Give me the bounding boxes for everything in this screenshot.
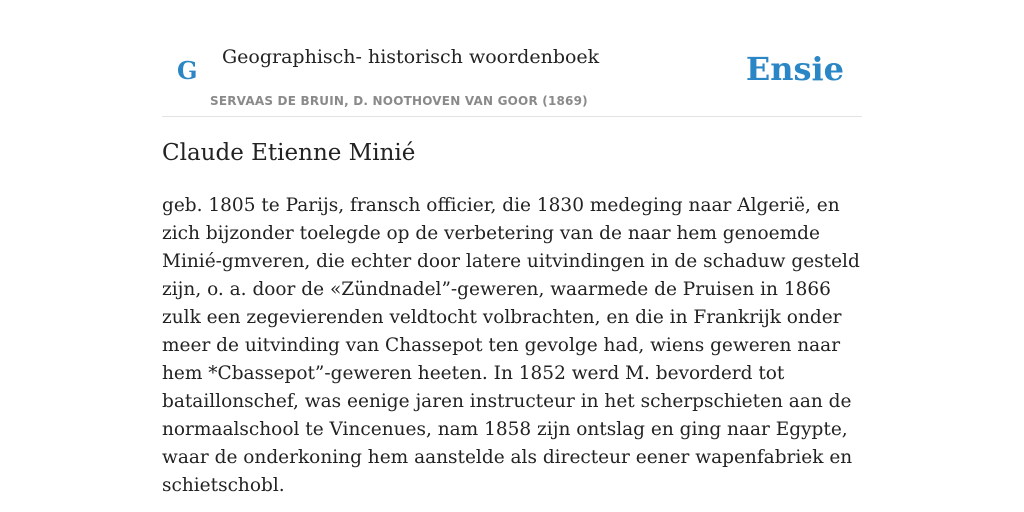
entry-body: geb. 1805 te Parijs, fransch officier, die 1830 medeging naar Algerië, en zich bijzonder toelegde op de verbetering van de naar hem genoemde Minié-gmveren, die echter door latere uitvindingen in de schaduw gesteld zijn, o. a. door de «Zündnadel”-geweren, waarmede de Pruisen in 1866 zulk een zegevierenden veldtocht volbrachten, en die in Frankrijk onder meer de uitvinding van Chassepot ten gevolge had, wiens geweren naar hem *Cbassepot”-geweren heeten. In 1852 werd M. bevorderd tot bataillonschef, was eenige jaren instructeur in het scherpschieten aan de normaalschool te Vincenues, nam 1858 zijn ontslag en ging naar Egypte, waar de onderkoning hem aanstelde als directeur eener wapenfabriek en schietschobl. bbox=[162, 195, 860, 496]
book-logo-icon[interactable]: G bbox=[177, 56, 198, 85]
header bbox=[162, 36, 862, 117]
book-author-year: SERVAAS DE BRUIN, D. NOOTHOVEN VAN GOOR (1869) bbox=[210, 94, 588, 108]
entry-title: Claude Etienne Minié bbox=[162, 140, 416, 166]
brand-logo[interactable]: Ensie bbox=[745, 50, 844, 88]
book-title[interactable]: Geographisch- historisch woordenboek bbox=[222, 46, 600, 68]
